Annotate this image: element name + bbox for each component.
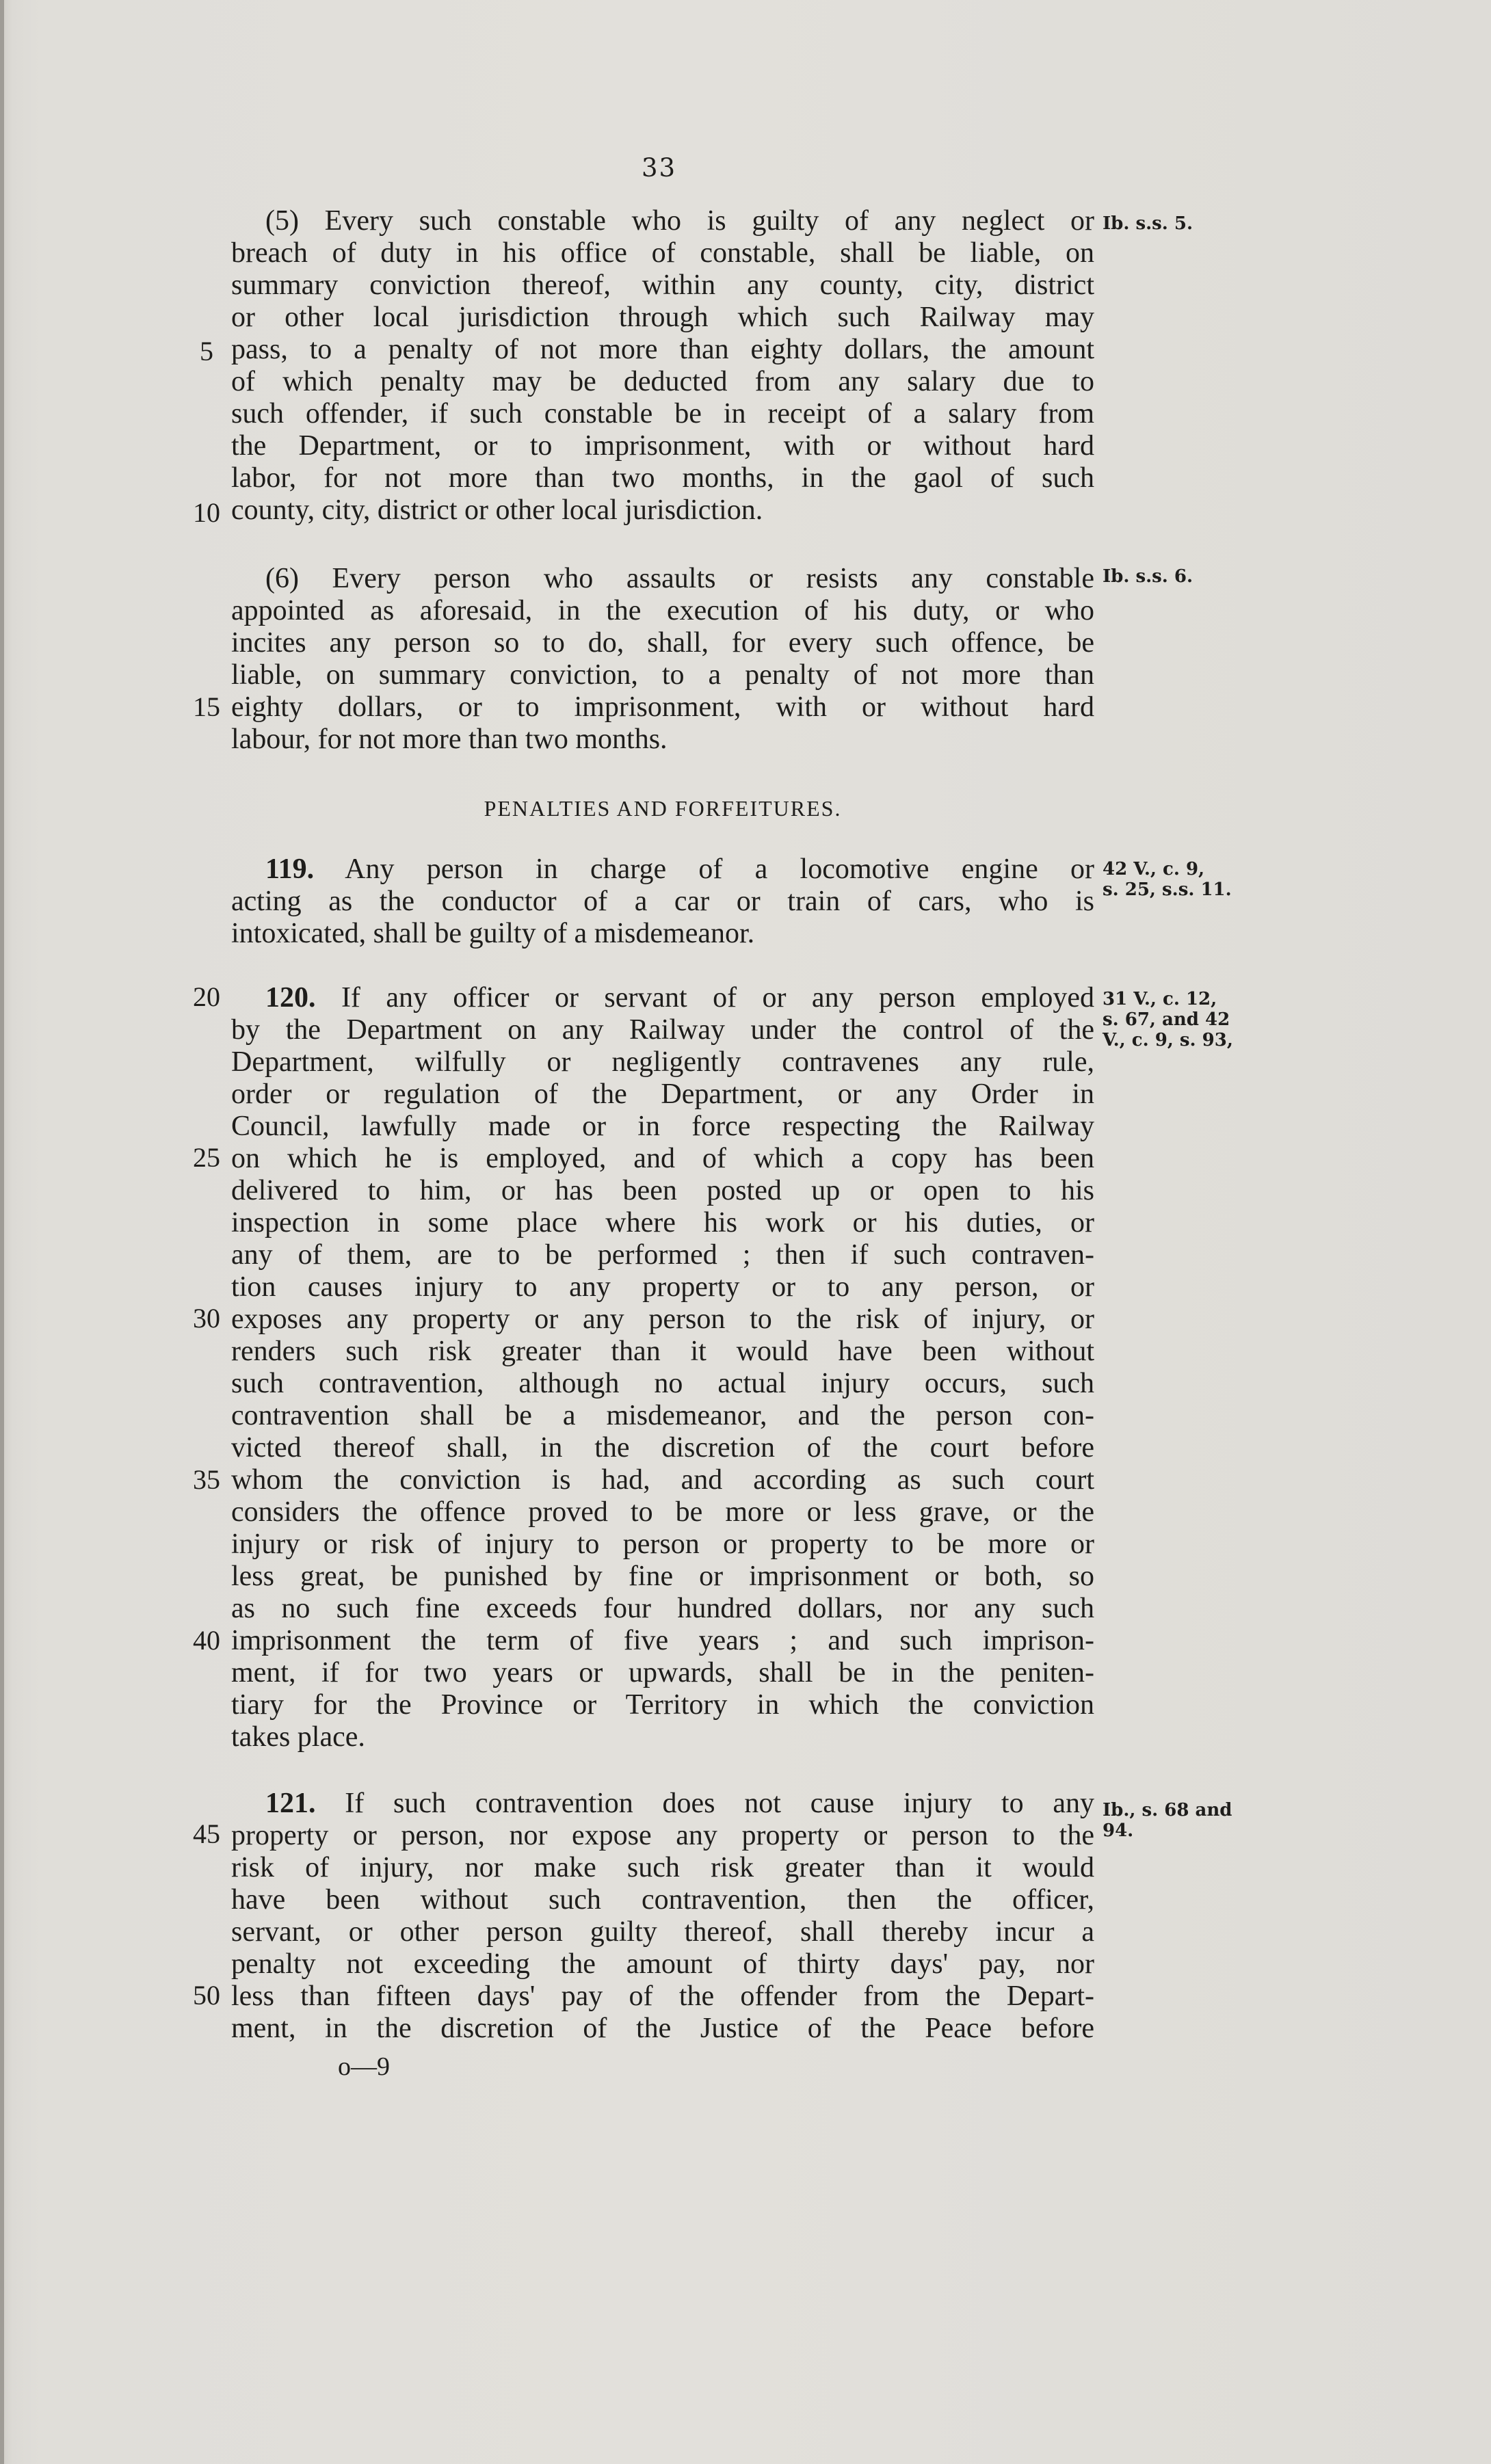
text-line: ment, in the discretion of the Justice of the Peace before [231,2013,1094,2044]
text-line: Council, lawfully made or in force respecting the Railway [231,1111,1094,1142]
text-line: have been without such contravention, then the officer, [231,1884,1094,1916]
text-line: penalty not exceeding the amount of thirty days' pay, nor [231,1948,1094,1980]
paragraph-5 [231,205,1094,527]
line-number: 10 [193,497,220,528]
text-line: of which penalty may be deducted from any salary due to [231,366,1094,397]
text-line: such contravention, although no actual injury occurs, such [231,1368,1094,1399]
text-line: considers the offence proved to be more or less grave, or the [231,1496,1094,1528]
text-line: whom the conviction is had, and according as such court [231,1464,1094,1496]
page-number: 33 [642,153,677,183]
text-line: labour, for not more than two months. [231,724,668,755]
text-line-content: If any officer or servant of or any person employed [341,982,1095,1014]
section-119 [231,853,1094,950]
text-line: (5) Every such constable who is guilty of any neglect or [265,205,1094,237]
text-line: breach of duty in his office of constable, shall be liable, on [231,237,1094,269]
line-number: 35 [193,1464,220,1495]
text-line: or other local jurisdiction through which such Railway may [231,302,1094,333]
line-number: 45 [193,1818,220,1849]
text-line: liable, on summary conviction, to a penalty of not more than [231,659,1094,691]
text-line: appointed as aforesaid, in the execution of his duty, or who [231,595,1094,626]
section-number: 121. [265,1788,316,1819]
section-heading: PENALTIES AND FORFEITURES. [484,796,842,821]
section-121 [231,1788,1094,2045]
text-line: servant, or other person guilty thereof, shall thereby incur a [231,1916,1094,1948]
text-line-content: Any person in charge of a locomotive engine or [345,853,1095,885]
line-number: 40 [193,1625,220,1656]
text-line: any of them, are to be performed ; then if such contraven- [231,1239,1094,1271]
text-line: exposes any property or any person to the risk of injury, or [231,1303,1094,1335]
text-line: victed thereof shall, in the discretion of the court before [231,1432,1094,1463]
line-number: 25 [193,1142,220,1173]
text-line: eighty dollars, or to imprisonment, with or without hard [231,691,1094,723]
text-line: labor, for not more than two months, in the gaol of such [231,462,1094,494]
text-line: incites any person so to do, shall, for every such offence, be [231,627,1094,659]
margin-note: Ib. s.s. 5. [1103,213,1193,234]
margin-note: Ib., s. 68 and 94. [1103,1800,1232,1841]
text-line: takes place. [231,1721,365,1753]
text-line: contravention shall be a misdemeanor, and the person con- [231,1400,1094,1431]
text-line: such offender, if such constable be in receipt of a salary from [231,398,1094,429]
text-line: tion causes injury to any property or to any person, or [231,1271,1094,1303]
section-number: 119. [265,853,315,885]
text-line: acting as the conductor of a car or train of cars, who is [231,886,1094,917]
margin-note: 42 V., c. 9, s. 25, s.s. 11. [1103,859,1232,900]
text-line: less than fifteen days' pay of the offender from the Depart- [231,1981,1094,2012]
text-line: imprisonment the term of five years ; and such imprison- [231,1625,1094,1656]
text-line: intoxicated, shall be guilty of a misdemeanor. [231,918,755,949]
text-line [231,982,1094,1014]
text-line: ment, if for two years or upwards, shall be in the peniten- [231,1657,1094,1688]
text-line: Department, wilfully or negligently contravenes any rule, [231,1046,1094,1078]
text-line: less great, be punished by fine or imprisonment or both, so [231,1561,1094,1592]
line-number: 30 [193,1303,220,1334]
text-line: (6) Every person who assaults or resists any constable [265,563,1094,594]
paragraph-6 [231,563,1094,756]
text-line: delivered to him, or has been posted up or open to his [231,1175,1094,1206]
text-line: as no such fine exceeds four hundred dollars, nor any such [231,1593,1094,1624]
signature-mark: o—9 [338,2052,390,2081]
text-line: renders such risk greater than it would have been without [231,1336,1094,1367]
text-line [231,1788,1094,1820]
text-line: injury or risk of injury to person or property to be more or [231,1528,1094,1560]
text-line [231,853,1094,886]
text-line: summary conviction thereof, within any county, city, district [231,269,1094,301]
margin-note: 31 V., c. 12, s. 67, and 42 V., c. 9, s. 93, [1103,989,1233,1050]
text-line: order or regulation of the Department, or any Order in [231,1078,1094,1110]
text-line: pass, to a penalty of not more than eighty dollars, the amount [231,334,1094,365]
line-number: 15 [193,691,220,722]
text-line: inspection in some place where his work or his duties, or [231,1207,1094,1238]
page-edge [0,0,4,2464]
text-line: county, city, district or other local jurisdiction. [231,494,763,526]
line-number: 20 [193,981,220,1012]
margin-note: Ib. s.s. 6. [1103,566,1193,587]
text-line-content: If such contravention does not cause injury to any [345,1788,1095,1819]
line-number: 50 [193,1980,220,2011]
section-120 [231,982,1094,1753]
text-line: property or person, nor expose any property or person to the [231,1820,1094,1851]
text-line: the Department, or to imprisonment, with or without hard [231,430,1094,462]
text-line: tiary for the Province or Territory in which the conviction [231,1689,1094,1721]
line-number: 5 [200,336,213,367]
text-line: by the Department on any Railway under the control of the [231,1014,1094,1046]
section-number: 120. [265,982,316,1014]
text-line: on which he is employed, and of which a copy has been [231,1143,1094,1174]
text-line: risk of injury, nor make such risk greater than it would [231,1852,1094,1883]
